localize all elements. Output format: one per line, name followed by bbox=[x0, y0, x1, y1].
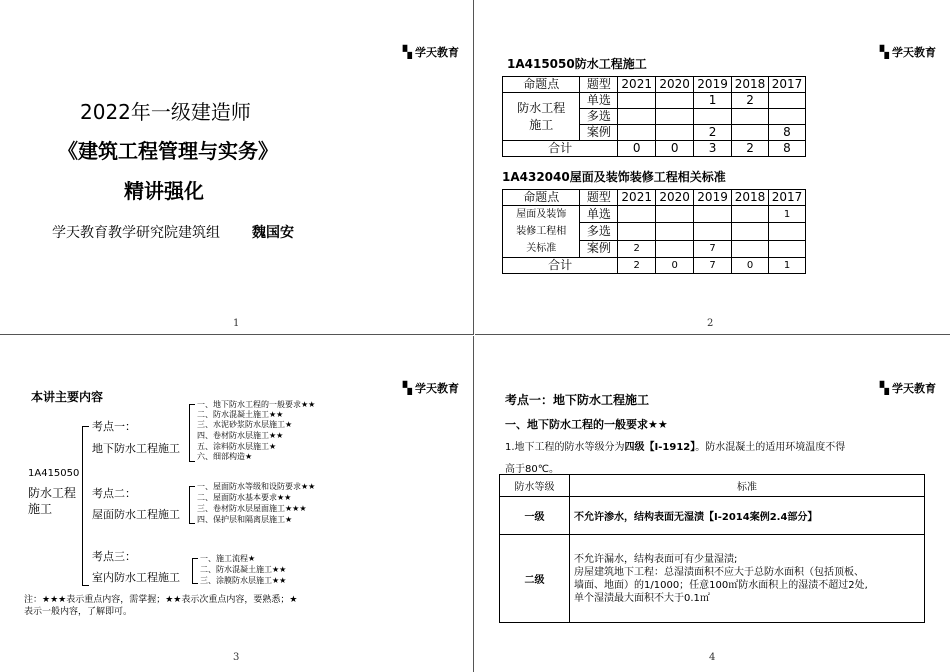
standard-line: 墙面、地面）的1/1000；任意100㎡防水面积上的湿渍不超过2处, bbox=[574, 579, 868, 591]
value-cell bbox=[732, 125, 769, 141]
value-cell bbox=[732, 206, 769, 223]
table-row bbox=[500, 497, 925, 535]
value-cell: 1 bbox=[769, 206, 806, 223]
point1-name: 地下防水工程施工 bbox=[92, 442, 180, 455]
type-cell: 案例 bbox=[580, 125, 618, 141]
brand-logo-icon: ▚ bbox=[402, 381, 411, 395]
value-cell bbox=[618, 206, 656, 223]
table-header-cell: 2017 bbox=[769, 190, 806, 206]
point2-item: 三、卷材防水层屋面施工★★★ bbox=[197, 504, 307, 513]
table-row bbox=[503, 206, 806, 223]
point2-item: 二、屋面防水基本要求★★ bbox=[197, 493, 292, 502]
table-header-row bbox=[503, 77, 806, 93]
slide-1 bbox=[0, 0, 474, 335]
type-cell: 案例 bbox=[580, 240, 618, 257]
point1-item: 四、卷材防水层施工★★ bbox=[197, 431, 284, 440]
brand-logo bbox=[403, 380, 459, 396]
type-cell: 单选 bbox=[580, 93, 618, 109]
point1-item: 三、水泥砂浆防水层施工★ bbox=[197, 420, 293, 429]
waterproof-grade-table bbox=[499, 474, 925, 623]
topic-line: 施工 bbox=[529, 117, 554, 132]
value-cell: 8 bbox=[769, 125, 806, 141]
topic-cell bbox=[503, 93, 580, 141]
value-cell bbox=[618, 223, 656, 240]
brand-name: 学天教育 bbox=[892, 46, 936, 59]
table-header-row bbox=[503, 190, 806, 206]
value-cell bbox=[618, 109, 656, 125]
table-header-cell: 题型 bbox=[580, 190, 618, 206]
table-row bbox=[503, 93, 806, 109]
table-header-cell: 2017 bbox=[769, 77, 806, 93]
total-cell: 0 bbox=[656, 141, 694, 157]
value-cell bbox=[732, 240, 769, 257]
table-header-cell: 命题点 bbox=[503, 77, 580, 93]
value-cell: 2 bbox=[732, 93, 769, 109]
topic-line: 关标准 bbox=[526, 243, 557, 254]
value-cell bbox=[656, 223, 694, 240]
page-number: 4 bbox=[709, 652, 716, 663]
table-header-cell: 2021 bbox=[618, 190, 656, 206]
table1-title: 1A415050防水工程施工 bbox=[507, 57, 647, 71]
point2-label: 考点二： bbox=[92, 487, 136, 500]
point3-bracket bbox=[192, 558, 198, 584]
value-cell bbox=[694, 223, 732, 240]
type-cell: 单选 bbox=[580, 206, 618, 223]
value-cell bbox=[656, 125, 694, 141]
standard-line: 不允许漏水，结构表面可有少量湿渍; bbox=[574, 553, 738, 565]
author-name: 魏国安 bbox=[252, 225, 294, 241]
section-heading: 考点一：地下防水工程施工 bbox=[505, 393, 650, 407]
point1-item: 二、防水混凝土施工★★ bbox=[197, 410, 284, 419]
section-heading: 本讲主要内容 bbox=[31, 390, 104, 404]
point3-item: 一、施工流程★ bbox=[200, 554, 256, 563]
root-name-line-2: 施工 bbox=[28, 502, 53, 516]
total-cell: 0 bbox=[618, 141, 656, 157]
standard-line: 单个湿渍最大面积不大于0.1㎡ bbox=[574, 592, 710, 604]
title-line-2: 《建筑工程管理与实务》 bbox=[58, 139, 278, 163]
value-cell: 2 bbox=[694, 125, 732, 141]
point3-item: 三、涂膜防水层施工★★ bbox=[200, 576, 287, 585]
standard-cell: 不允许渗水，结构表面无湿渍【Ⅰ-2014案例2.4部分】 bbox=[570, 497, 925, 535]
value-cell bbox=[769, 93, 806, 109]
grade-cell: 二级 bbox=[500, 535, 570, 623]
total-cell: 8 bbox=[769, 141, 806, 157]
brand-logo-icon: ▚ bbox=[402, 45, 411, 59]
sub-heading: 一、地下防水工程的一般要求★★ bbox=[505, 418, 668, 431]
exam-table-2 bbox=[502, 189, 806, 274]
value-cell bbox=[732, 223, 769, 240]
page-number: 1 bbox=[233, 318, 240, 329]
point1-item: 五、涂料防水层施工★ bbox=[197, 442, 277, 451]
total-cell: 2 bbox=[732, 141, 769, 157]
value-cell: 7 bbox=[694, 240, 732, 257]
value-cell bbox=[618, 93, 656, 109]
point2-bracket bbox=[189, 486, 195, 524]
value-cell: 2 bbox=[618, 240, 656, 257]
point1-item: 一、地下防水工程的一般要求★★ bbox=[197, 400, 316, 409]
topic-line: 屋面及装饰 bbox=[516, 209, 567, 220]
brand-name: 学天教育 bbox=[415, 382, 459, 395]
total-row bbox=[503, 258, 806, 274]
paragraph-text: 1.地下工程的防水等级分为 bbox=[505, 442, 625, 453]
value-cell bbox=[618, 125, 656, 141]
title-line-1: 2022年一级建造师 bbox=[80, 100, 251, 124]
value-cell bbox=[769, 223, 806, 240]
brand-logo bbox=[880, 44, 936, 60]
brand-name: 学天教育 bbox=[415, 46, 459, 59]
table2-title: 1A432040屋面及装饰装修工程相关标准 bbox=[502, 170, 726, 184]
topic-line: 防水工程 bbox=[517, 100, 566, 115]
total-label: 合计 bbox=[503, 258, 618, 274]
total-cell: 7 bbox=[694, 258, 732, 274]
total-row bbox=[503, 141, 806, 157]
table-header-cell: 2020 bbox=[656, 190, 694, 206]
point2-name: 屋面防水工程施工 bbox=[92, 508, 180, 521]
value-cell bbox=[694, 109, 732, 125]
topic-line: 装修工程相 bbox=[516, 226, 567, 237]
table-header-cell: 2019 bbox=[694, 77, 732, 93]
value-cell bbox=[656, 93, 694, 109]
legend-note-line-2: 表示一般内容，了解即可。 bbox=[24, 607, 133, 617]
total-cell: 0 bbox=[732, 258, 769, 274]
title-line-3: 精讲强化 bbox=[124, 179, 204, 203]
value-cell bbox=[656, 206, 694, 223]
value-cell bbox=[656, 240, 694, 257]
author-org: 学天教育教学研究院建筑组 bbox=[52, 225, 220, 241]
total-label: 合计 bbox=[503, 141, 618, 157]
brand-logo bbox=[403, 44, 459, 60]
point2-item: 四、保护层和隔离层施工★ bbox=[197, 515, 293, 524]
point1-label: 考点一： bbox=[92, 420, 136, 433]
point1-bracket bbox=[189, 404, 195, 462]
table-header-cell: 2020 bbox=[656, 77, 694, 93]
value-cell bbox=[769, 240, 806, 257]
value-cell bbox=[656, 109, 694, 125]
topic-cell bbox=[503, 206, 580, 258]
slide-3 bbox=[0, 336, 474, 672]
table-header-cell: 标准 bbox=[570, 475, 925, 497]
slide-4 bbox=[475, 336, 950, 672]
slide-2 bbox=[475, 0, 950, 335]
brand-logo-icon: ▚ bbox=[879, 45, 888, 59]
table-header-cell: 2019 bbox=[694, 190, 732, 206]
table-header-cell: 防水等级 bbox=[500, 475, 570, 497]
type-cell: 多选 bbox=[580, 223, 618, 240]
standard-cell bbox=[570, 535, 925, 623]
brand-logo bbox=[880, 380, 936, 396]
table-header-cell: 2018 bbox=[732, 77, 769, 93]
value-cell bbox=[769, 109, 806, 125]
table-header-cell: 命题点 bbox=[503, 190, 580, 206]
type-cell: 多选 bbox=[580, 109, 618, 125]
total-cell: 1 bbox=[769, 258, 806, 274]
table-header-cell: 题型 bbox=[580, 77, 618, 93]
main-bracket bbox=[82, 426, 89, 586]
paragraph-line-1 bbox=[505, 438, 845, 453]
point3-name: 室内防水工程施工 bbox=[92, 571, 180, 584]
table-header-cell: 2021 bbox=[618, 77, 656, 93]
table-row bbox=[500, 535, 925, 623]
point2-item: 一、屋面防水等级和设防要求★★ bbox=[197, 482, 316, 491]
brand-logo-icon: ▚ bbox=[879, 381, 888, 395]
paragraph-emphasis: 四级【Ⅰ-1912】 bbox=[624, 442, 696, 453]
page-number: 2 bbox=[707, 318, 714, 329]
total-cell: 3 bbox=[694, 141, 732, 157]
grade-cell: 一级 bbox=[500, 497, 570, 535]
table-header-cell: 2018 bbox=[732, 190, 769, 206]
total-cell: 0 bbox=[656, 258, 694, 274]
value-cell bbox=[694, 206, 732, 223]
point3-item: 二、防水混凝土施工★★ bbox=[200, 565, 287, 574]
paragraph-text: 。防水混凝土的适用环境温度不得 bbox=[695, 442, 846, 453]
total-cell: 2 bbox=[618, 258, 656, 274]
table-header-row bbox=[500, 475, 925, 497]
value-cell: 1 bbox=[694, 93, 732, 109]
paragraph-line-2: 高于80℃。 bbox=[505, 464, 559, 475]
root-code: 1A415050 bbox=[28, 468, 80, 479]
standard-line: 房屋建筑地下工程：总湿渍面积不应大于总防水面积（包括顶板、 bbox=[574, 566, 864, 578]
brand-name: 学天教育 bbox=[892, 382, 936, 395]
page-number: 3 bbox=[233, 652, 240, 663]
root-name-line-1: 防水工程 bbox=[28, 486, 77, 500]
point3-label: 考点三： bbox=[92, 550, 136, 563]
point1-item: 六、细部构造★ bbox=[197, 452, 253, 461]
exam-table-1 bbox=[502, 76, 806, 157]
value-cell bbox=[732, 109, 769, 125]
legend-note-line-1: 注：★★★表示重点内容，需掌握；★★表示次重点内容，要熟悉；★ bbox=[24, 595, 298, 605]
